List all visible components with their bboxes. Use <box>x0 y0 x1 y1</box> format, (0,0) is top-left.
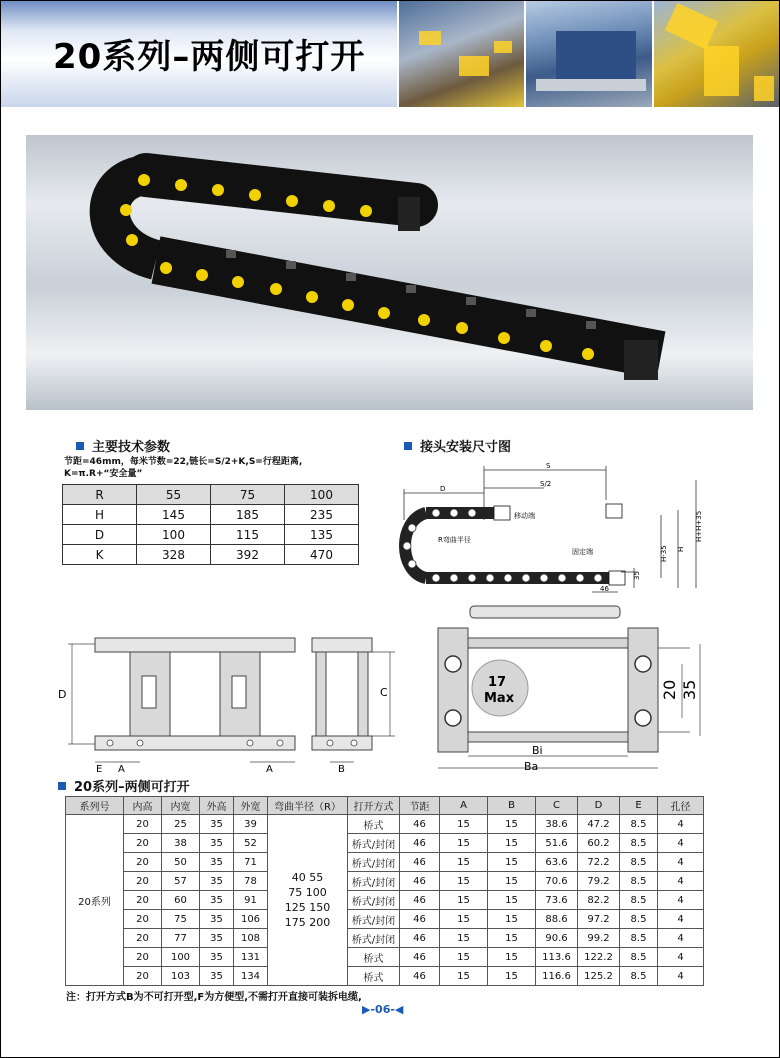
product-photo <box>26 135 753 410</box>
dim-e: E <box>96 764 103 775</box>
table-cell: 46 <box>400 834 440 853</box>
table-cell: 122.2 <box>578 948 620 967</box>
table-cell: 20 <box>124 910 162 929</box>
dim-ba: Ba <box>524 760 539 773</box>
table-cell: 8.5 <box>620 815 658 834</box>
table-cell: 100 <box>162 948 200 967</box>
column-header: 打开方式 <box>348 797 400 815</box>
table-cell: 50 <box>162 853 200 872</box>
table-cell: 15 <box>488 948 536 967</box>
label-d: D <box>440 485 446 493</box>
table-cell: 20 <box>124 872 162 891</box>
table-cell: 15 <box>440 891 488 910</box>
table-cell: 79.2 <box>578 872 620 891</box>
max-label: Max <box>484 691 515 706</box>
table-cell: 15 <box>440 815 488 834</box>
footnote: 注：打开方式B为不可打开型,F为方便型,不需打开直接可装拆电缆, <box>66 992 362 1003</box>
table-cell: H <box>63 505 137 525</box>
table-cell: 4 <box>658 967 704 986</box>
table-cell: 46 <box>400 872 440 891</box>
table-cell: 470 <box>285 545 359 565</box>
table-cell: 47.2 <box>578 815 620 834</box>
series-table-body <box>66 815 704 986</box>
table-cell: 100 <box>285 485 359 505</box>
table-cell: 4 <box>658 929 704 948</box>
table-cell: 38.6 <box>536 815 578 834</box>
table-cell: 46 <box>400 891 440 910</box>
table-cell: 235 <box>285 505 359 525</box>
table-header-row <box>66 797 704 815</box>
specs-heading <box>76 436 170 455</box>
table-cell: 桥式/封闭 <box>348 929 400 948</box>
table-cell: 4 <box>658 948 704 967</box>
table-cell: 20 <box>124 891 162 910</box>
table-cell: 73.6 <box>536 891 578 910</box>
table-cell: 100 <box>137 525 211 545</box>
table-cell: 38 <box>162 834 200 853</box>
table-cell: 77 <box>162 929 200 948</box>
max-value: 17 <box>488 675 507 690</box>
table-cell: 134 <box>234 967 268 986</box>
table-cell: 15 <box>488 967 536 986</box>
table-cell: 55 <box>137 485 211 505</box>
table-cell: 15 <box>488 834 536 853</box>
table-cell: 20 <box>124 967 162 986</box>
label-h: H <box>677 546 685 552</box>
table-cell: 35 <box>200 872 234 891</box>
dim-b: B <box>338 764 345 775</box>
series-heading-text: 20系列–两侧可打开 <box>74 780 190 795</box>
label-bend-radius: R弯曲半径 <box>438 536 471 544</box>
bullet-square-icon <box>404 442 412 450</box>
table-cell: 63.6 <box>536 853 578 872</box>
table-cell: 97.2 <box>578 910 620 929</box>
table-cell: 51.6 <box>536 834 578 853</box>
table-cell: 桥式 <box>348 948 400 967</box>
table-cell: 116.6 <box>536 967 578 986</box>
table-row <box>66 872 704 891</box>
radius-value: 40 55 <box>291 871 324 884</box>
table-cell: 4 <box>658 872 704 891</box>
specs-table <box>62 484 359 565</box>
column-header: C <box>536 797 578 815</box>
column-header: 内高 <box>124 797 162 815</box>
table-cell: 20 <box>124 948 162 967</box>
label-35: 35 <box>633 571 641 580</box>
table-cell: 46 <box>400 815 440 834</box>
table-cell: 125.2 <box>578 967 620 986</box>
table-cell: 52 <box>234 834 268 853</box>
table-cell: 15 <box>440 872 488 891</box>
table-cell: 35 <box>200 948 234 967</box>
radius-cell <box>268 815 348 986</box>
table-cell: 392 <box>211 545 285 565</box>
table-cell: 8.5 <box>620 967 658 986</box>
table-cell: 8.5 <box>620 834 658 853</box>
table-cell: 8.5 <box>620 948 658 967</box>
table-cell: 46 <box>400 853 440 872</box>
dim-35: 35 <box>680 679 699 700</box>
radius-value: 175 200 <box>284 916 331 929</box>
radius-value: 125 150 <box>284 901 331 914</box>
table-cell: 8.5 <box>620 872 658 891</box>
column-header: A <box>440 797 488 815</box>
table-cell: 90.6 <box>536 929 578 948</box>
table-row <box>66 948 704 967</box>
table-cell: 35 <box>200 910 234 929</box>
table-cell: 15 <box>440 929 488 948</box>
specs-notes <box>64 456 364 480</box>
install-heading-text: 接头安装尺寸图 <box>420 440 512 455</box>
arrow-left-icon: ◀ <box>394 1003 404 1016</box>
column-header: 内宽 <box>162 797 200 815</box>
column-header: E <box>620 797 658 815</box>
bullet-square-icon <box>58 782 66 790</box>
dimension-drawings <box>50 604 750 776</box>
table-cell: 71 <box>234 853 268 872</box>
dim-a-left: A <box>118 764 125 775</box>
table-cell: 4 <box>658 891 704 910</box>
table-cell: 99.2 <box>578 929 620 948</box>
table-cell: 88.6 <box>536 910 578 929</box>
column-header: 外宽 <box>234 797 268 815</box>
table-cell: 131 <box>234 948 268 967</box>
table-cell: R <box>63 485 137 505</box>
table-row <box>63 485 359 505</box>
table-cell: 75 <box>162 910 200 929</box>
dim-c: C <box>380 686 388 699</box>
table-cell: 20 <box>124 815 162 834</box>
table-row <box>66 853 704 872</box>
table-row <box>66 929 704 948</box>
table-cell: 20 <box>124 929 162 948</box>
table-cell: 4 <box>658 834 704 853</box>
page-number <box>362 1003 403 1016</box>
table-cell: 185 <box>211 505 285 525</box>
table-cell: 20系列 <box>66 815 124 986</box>
specs-note-line-2: K=π.R+“安全量” <box>64 469 143 479</box>
table-row <box>66 967 704 986</box>
table-cell: 15 <box>488 891 536 910</box>
table-cell: 桥式/封闭 <box>348 834 400 853</box>
header-photos <box>397 1 779 107</box>
bullet-square-icon <box>76 442 84 450</box>
table-cell: 35 <box>200 853 234 872</box>
radius-value: 75 100 <box>288 886 327 899</box>
table-cell: 46 <box>400 910 440 929</box>
label-fixed-end: 固定端 <box>572 548 593 556</box>
table-cell: 15 <box>440 834 488 853</box>
table-cell: 15 <box>488 872 536 891</box>
table-row <box>66 891 704 910</box>
table-cell: 15 <box>488 910 536 929</box>
factory-photo-2 <box>524 1 651 107</box>
table-cell: 4 <box>658 815 704 834</box>
table-row <box>63 545 359 565</box>
table-cell: 46 <box>400 948 440 967</box>
table-cell: K <box>63 545 137 565</box>
table-row <box>63 525 359 545</box>
table-row <box>66 910 704 929</box>
table-cell: 15 <box>488 929 536 948</box>
table-cell: 8.5 <box>620 891 658 910</box>
table-cell: 桥式/封闭 <box>348 891 400 910</box>
table-cell: 20 <box>124 853 162 872</box>
page-header <box>1 1 779 107</box>
specs-note-line-1: 节距=46mm，每米节数=22,链长=S/2+K,S=行程距离, <box>64 457 303 467</box>
arrow-right-icon: ▶ <box>362 1003 371 1016</box>
table-cell: 78 <box>234 872 268 891</box>
dim-a-right: A <box>266 764 273 775</box>
factory-photo-3 <box>652 1 779 107</box>
table-cell: 35 <box>200 815 234 834</box>
table-cell: 25 <box>162 815 200 834</box>
table-cell: 桥式/封闭 <box>348 853 400 872</box>
table-cell: 桥式 <box>348 967 400 986</box>
table-cell: 103 <box>162 967 200 986</box>
table-cell: 113.6 <box>536 948 578 967</box>
table-cell: 70.6 <box>536 872 578 891</box>
table-cell: D <box>63 525 137 545</box>
column-header: D <box>578 797 620 815</box>
table-cell: 72.2 <box>578 853 620 872</box>
table-cell: 35 <box>200 834 234 853</box>
install-diagram <box>396 460 726 600</box>
table-cell: 8.5 <box>620 853 658 872</box>
specs-heading-text: 主要技术参数 <box>92 440 171 455</box>
page-title: 20系列–两侧可打开 <box>53 37 366 77</box>
table-row <box>63 505 359 525</box>
factory-photo-1 <box>397 1 524 107</box>
table-cell: 8.5 <box>620 929 658 948</box>
table-row <box>66 815 704 834</box>
table-cell: 35 <box>200 967 234 986</box>
table-cell: 15 <box>440 853 488 872</box>
page-number-text: -06- <box>370 1003 395 1016</box>
table-cell: 108 <box>234 929 268 948</box>
table-cell: 60 <box>162 891 200 910</box>
column-header: 外高 <box>200 797 234 815</box>
table-cell: 57 <box>162 872 200 891</box>
column-header: B <box>488 797 536 815</box>
label-moving-end: 移动端 <box>514 512 535 520</box>
table-cell: 106 <box>234 910 268 929</box>
table-cell: 145 <box>137 505 211 525</box>
table-cell: 328 <box>137 545 211 565</box>
dim-d: D <box>58 688 67 701</box>
table-cell: 15 <box>488 853 536 872</box>
table-cell: 桥式/封闭 <box>348 872 400 891</box>
table-cell: 4 <box>658 853 704 872</box>
table-cell: 8.5 <box>620 910 658 929</box>
table-cell: 115 <box>211 525 285 545</box>
table-cell: 82.2 <box>578 891 620 910</box>
dim-20: 20 <box>660 679 679 700</box>
table-cell: 46 <box>400 929 440 948</box>
label-s: S <box>546 462 551 470</box>
table-cell: 75 <box>211 485 285 505</box>
table-cell: 46 <box>400 967 440 986</box>
dim-bi: Bi <box>532 744 543 757</box>
table-cell: 15 <box>440 967 488 986</box>
column-header: 弯曲半径（R） <box>268 797 348 815</box>
series-table <box>65 796 704 986</box>
table-cell: 15 <box>440 948 488 967</box>
cable-chain-illustration <box>26 135 753 410</box>
table-cell: 20 <box>124 834 162 853</box>
series-heading <box>58 776 190 795</box>
label-46: 46 <box>600 585 609 593</box>
table-cell: 15 <box>488 815 536 834</box>
label-hh35: H+H+35 <box>695 510 703 542</box>
column-header: 系列号 <box>66 797 124 815</box>
table-cell: 4 <box>658 910 704 929</box>
table-cell: 15 <box>440 910 488 929</box>
table-cell: 桥式 <box>348 815 400 834</box>
column-header: 节距 <box>400 797 440 815</box>
table-row <box>66 834 704 853</box>
label-s2: S/2 <box>540 480 552 488</box>
table-cell: 35 <box>200 891 234 910</box>
table-cell: 35 <box>200 929 234 948</box>
install-heading <box>404 436 511 455</box>
table-cell: 39 <box>234 815 268 834</box>
table-cell: 135 <box>285 525 359 545</box>
table-cell: 91 <box>234 891 268 910</box>
label-h35: H-35 <box>660 545 668 562</box>
column-header: 孔径 <box>658 797 704 815</box>
table-cell: 桥式/封闭 <box>348 910 400 929</box>
table-cell: 60.2 <box>578 834 620 853</box>
